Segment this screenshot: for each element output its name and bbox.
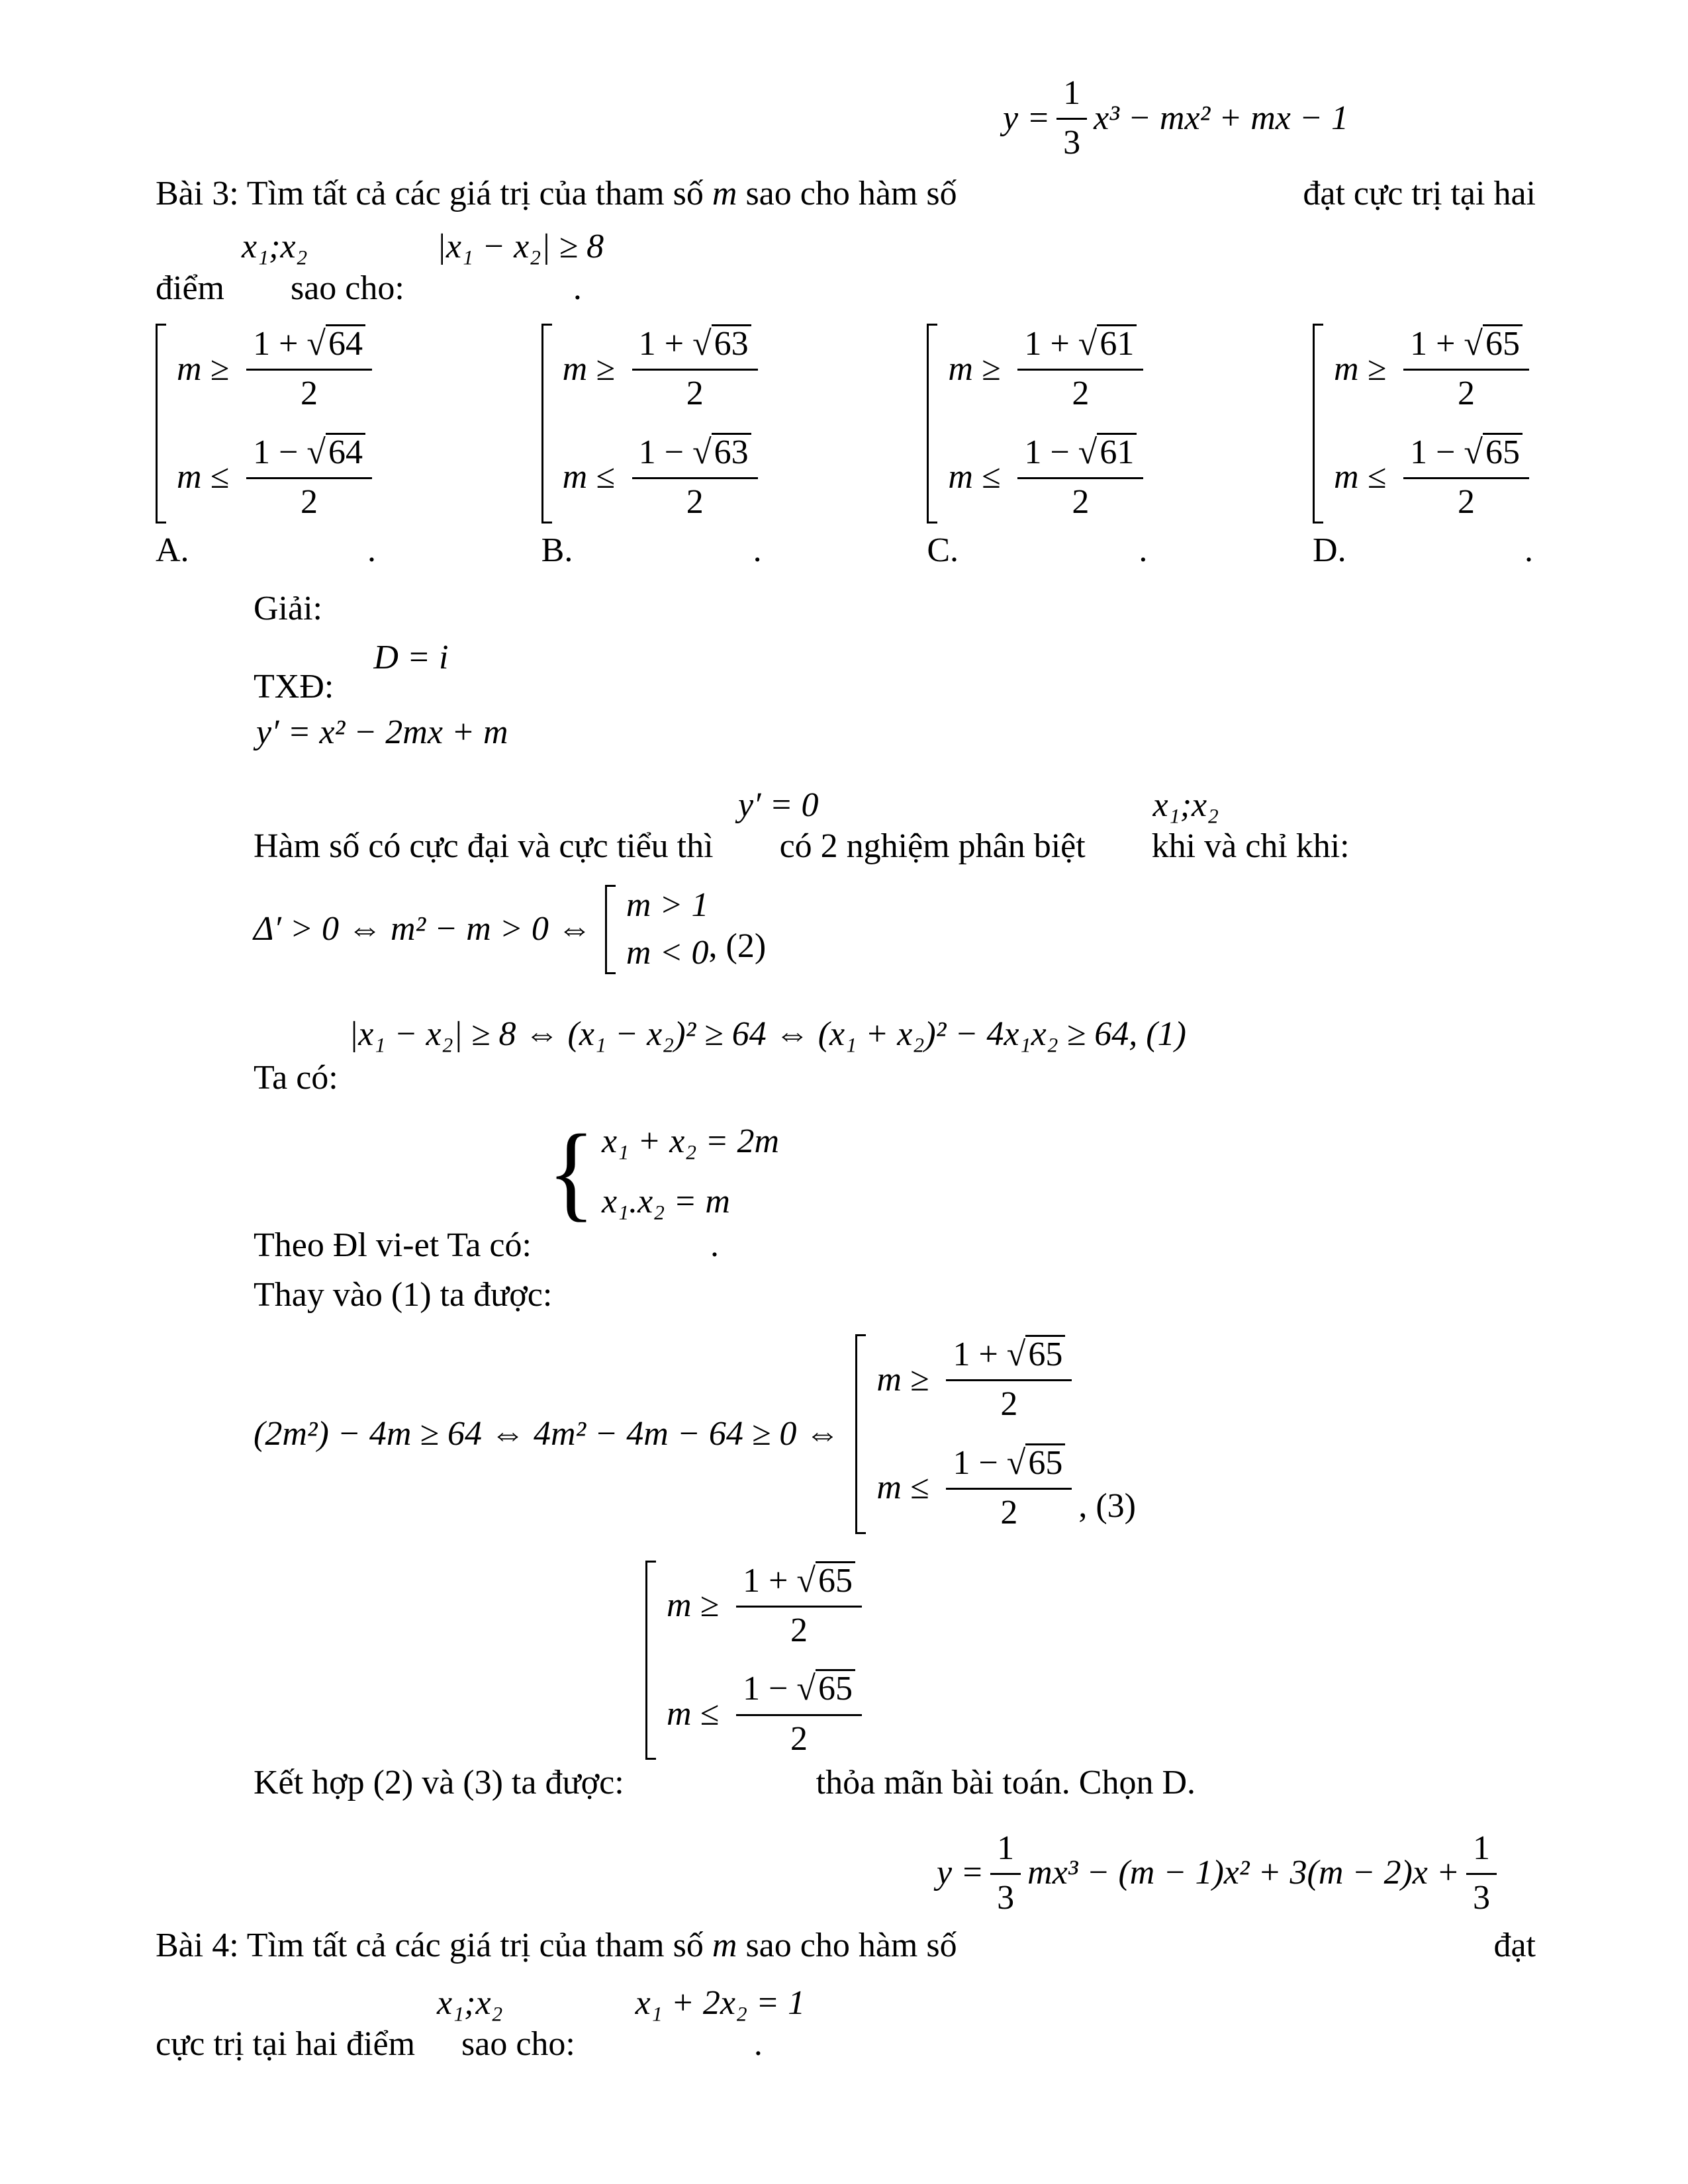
- inequality-row: [948, 432, 1150, 523]
- sqrt-radicand: 64: [326, 324, 365, 363]
- inequality-row: [876, 1443, 1078, 1534]
- option-a-system: [156, 324, 379, 523]
- fraction: [246, 324, 372, 415]
- left-square-bracket: [605, 885, 616, 974]
- quadratic-derivation: [254, 1334, 1536, 1534]
- conclusion-line: [156, 1762, 1536, 1803]
- fraction-denominator: 2: [301, 375, 318, 413]
- viet-sum: x₁ + x₂ = 2m: [602, 1122, 780, 1161]
- fraction-numerator: 1: [990, 1828, 1021, 1875]
- fraction-denominator: 3: [1472, 1878, 1490, 1917]
- sqrt-radicand: 64: [326, 433, 365, 471]
- option-d: [1313, 324, 1536, 571]
- inequality-lhs: m ≥: [948, 349, 1001, 388]
- statement-text: Hàm số có cực đại và cực tiểu thì: [254, 827, 714, 866]
- inequality-row: [1334, 324, 1536, 415]
- inequality-lhs: m ≥: [562, 349, 615, 388]
- inequality-row: [667, 1668, 868, 1760]
- txd-label: TXĐ:: [254, 668, 334, 706]
- points-x1-x2: x₁;x₂: [242, 228, 308, 266]
- sqrt-radicand: 65: [816, 1561, 855, 1600]
- left-curly-brace: {: [547, 1113, 595, 1232]
- fraction-denominator: 2: [686, 483, 704, 522]
- problem-4-statement-line2: [156, 2024, 1536, 2065]
- inequality-row: [876, 1334, 1078, 1426]
- option-c-label-row: [927, 530, 1150, 571]
- derivation-lhs: (2m²) − 4m ≥ 64 ⇔ 4m² − 4m − 64 ≥ 0 ⇔: [254, 1414, 840, 1453]
- inequality-lhs: m ≤: [948, 458, 1001, 496]
- final-system: [645, 1561, 1536, 1760]
- left-square-bracket: [645, 1561, 656, 1760]
- option-letter: C.: [927, 531, 959, 569]
- option-d-system: [1313, 324, 1536, 523]
- inequality-row: [177, 432, 379, 523]
- equation-problem4-function: [937, 1828, 1536, 1919]
- problem-4-mathline: [156, 1983, 1536, 2024]
- fraction: [1403, 324, 1529, 415]
- option-letter: A.: [156, 531, 189, 569]
- points-x1-x2: x₁;x₂: [437, 1983, 503, 2022]
- fraction: [736, 1668, 862, 1760]
- sentence-period: .: [573, 269, 582, 307]
- inequality-row: [563, 432, 765, 523]
- delta-lhs: Δ′ > 0 ⇔ m² − m > 0 ⇔: [254, 910, 592, 948]
- fraction-denominator: 3: [1063, 124, 1081, 162]
- inequality-lhs: m ≤: [667, 1695, 720, 1733]
- option-period: .: [1524, 531, 1533, 569]
- sqrt-radicand: 63: [712, 433, 751, 471]
- sentence-period: .: [710, 1226, 719, 1265]
- fraction: [946, 1334, 1072, 1426]
- variable-m: m: [712, 1927, 737, 1965]
- inequality-lhs: m ≥: [177, 349, 230, 388]
- option-c-system: [927, 324, 1150, 523]
- condition-mathline: [156, 785, 1536, 826]
- numerator-prefix: 1 + √: [953, 1335, 1026, 1373]
- numerator-prefix: 1 − √: [1024, 433, 1098, 471]
- sqrt-radicand: 65: [1025, 1335, 1065, 1373]
- conclusion-text-b: thỏa mãn bài toán. Chọn D.: [816, 1764, 1196, 1802]
- fraction-numerator: 1: [1466, 1828, 1497, 1875]
- sqrt-radicand: 65: [1483, 324, 1523, 363]
- left-square-bracket: [541, 324, 552, 523]
- inequality-lhs: m ≤: [1334, 458, 1387, 496]
- numerator-prefix: 1 + √: [253, 324, 326, 363]
- fraction-one-third: [1056, 73, 1087, 164]
- problem-3-mathline: [156, 226, 1536, 267]
- option-period: .: [1139, 531, 1148, 569]
- absolute-difference-derivation: |x₁ − x₂| ≥ 8 ⇔ (x₁ − x₂)² ≥ 64 ⇔ (x₁ + x₂)² − 4x₁x₂ ≥ 64, (1): [349, 1015, 1186, 1053]
- statement-text: Bài 3: Tìm tất cả các giá trị của tham số m sao cho hàm số: [156, 174, 957, 212]
- inequality-lhs: m ≤: [562, 458, 615, 496]
- statement-text: cực trị tại hai điểm: [156, 2025, 416, 2064]
- roots-x1-x2: x₁;x₂: [1152, 786, 1219, 825]
- fraction: [1017, 432, 1143, 523]
- left-square-bracket: [927, 324, 937, 523]
- statement-text: Bài 4: Tìm tất cả các giá trị của tham số m sao cho hàm số: [156, 1927, 957, 1965]
- inequality-lhs: m ≥: [667, 1586, 720, 1625]
- inequality-lhs: m ≥: [876, 1360, 929, 1398]
- fraction-denominator: 2: [1000, 1494, 1018, 1532]
- option-a: [156, 324, 379, 571]
- sqrt-radicand: 65: [1025, 1443, 1065, 1482]
- option-letter: B.: [541, 531, 573, 569]
- left-square-bracket: [855, 1334, 866, 1534]
- condition-textline: [156, 826, 1536, 867]
- case-m-greater-1: m > 1: [626, 886, 709, 924]
- inequality-row: [667, 1561, 868, 1652]
- numerator-prefix: 1 − √: [253, 433, 326, 471]
- taco-label: Ta có:: [254, 1059, 338, 1097]
- option-b-label-row: [541, 530, 765, 571]
- fraction: [736, 1561, 862, 1652]
- option-a-label-row: [156, 530, 379, 571]
- equation-mid: mx³ − (m − 1)x² + 3(m − 2)x +: [1027, 1854, 1460, 1892]
- numerator-prefix: 1 + √: [1024, 324, 1098, 363]
- option-period: .: [753, 531, 762, 569]
- fraction-denominator: 2: [1458, 375, 1476, 413]
- problem-4-statement-line1: [156, 1925, 1536, 1966]
- viet-label: Theo Đl vi-et Ta có:: [254, 1226, 532, 1265]
- yprime-zero: y′ = 0: [738, 786, 819, 825]
- domain-line: [254, 639, 1536, 707]
- condition-abs-difference: |x₁ − x₂| ≥ 8: [436, 228, 604, 266]
- delta-system: [605, 885, 709, 974]
- inequality-row: [948, 324, 1150, 415]
- problem-3-statement-line1: [156, 173, 1536, 214]
- numerator-prefix: 1 − √: [1410, 433, 1483, 471]
- option-letter: D.: [1313, 531, 1346, 569]
- inequality-lhs: m ≤: [177, 458, 230, 496]
- fraction-denominator: 2: [1072, 483, 1090, 522]
- sentence-period: .: [753, 2025, 763, 2064]
- variable-m: m: [712, 174, 737, 212]
- statement-text: điểm: [156, 269, 224, 307]
- conclusion-text-a: Kết hợp (2) và (3) ta được:: [254, 1764, 624, 1802]
- inequality-row: [1334, 432, 1536, 523]
- sqrt-radicand: 65: [816, 1669, 855, 1707]
- fraction-numerator: 1: [1056, 73, 1087, 120]
- fraction-denominator: 2: [1458, 483, 1476, 522]
- equation-number-3: , (3): [1078, 1487, 1136, 1525]
- numerator-prefix: 1 − √: [638, 433, 712, 471]
- document-content: [156, 0, 1536, 2065]
- fraction-denominator: 2: [1072, 375, 1090, 413]
- inequality-row: [563, 324, 765, 415]
- derivative-equation: y′ = x² − 2mx + m: [256, 713, 508, 751]
- answer-options: [156, 324, 1536, 571]
- numerator-prefix: 1 − √: [953, 1443, 1026, 1482]
- fraction: [946, 1443, 1072, 1534]
- sqrt-radicand: 61: [1097, 433, 1137, 471]
- fraction-denominator: 3: [997, 1878, 1015, 1917]
- fraction-one-third: [990, 1828, 1021, 1919]
- viet-product: x₁.x₂ = m: [602, 1182, 730, 1220]
- problem-3-statement-line2: [156, 268, 1536, 309]
- condition-x1-2x2: x₁ + 2x₂ = 1: [635, 1983, 806, 2022]
- domain-equation: D = i: [373, 639, 449, 677]
- statement-text-right: đạt cực trị tại hai: [1303, 174, 1536, 212]
- fraction: [632, 432, 758, 523]
- solution-heading: Giải:: [254, 589, 322, 627]
- numerator-prefix: 1 − √: [743, 1670, 816, 1708]
- numerator-prefix: 1 + √: [1410, 324, 1483, 363]
- option-b: [541, 324, 765, 571]
- left-square-bracket: [1313, 324, 1323, 523]
- fraction-denominator: 2: [1000, 1385, 1018, 1424]
- option-period: .: [367, 531, 376, 569]
- equation-lhs: y =: [937, 1854, 984, 1892]
- statement-text: sao cho:: [461, 2025, 575, 2064]
- fraction-one-third: [1466, 1828, 1497, 1919]
- equation-problem3-function: [1003, 73, 1536, 164]
- substitute-label: Thay vào (1) ta được:: [254, 1275, 553, 1314]
- fraction-denominator: 2: [301, 483, 318, 522]
- option-c: [927, 324, 1150, 571]
- numerator-prefix: 1 + √: [638, 324, 712, 363]
- fraction: [632, 324, 758, 415]
- fraction: [1017, 324, 1143, 415]
- fraction-denominator: 2: [790, 1611, 808, 1649]
- sqrt-radicand: 63: [712, 324, 751, 363]
- inequality-lhs: m ≤: [876, 1469, 929, 1507]
- equation-lhs: y =: [1003, 99, 1051, 137]
- statement-text: khi và chỉ khi:: [1151, 827, 1350, 866]
- fraction: [1403, 432, 1529, 523]
- equation-rhs: x³ − mx² + mx − 1: [1094, 99, 1348, 137]
- numerator-prefix: 1 + √: [743, 1561, 816, 1600]
- option-b-system: [541, 324, 765, 523]
- equation-number-2: , (2): [708, 927, 767, 966]
- viet-textline: [156, 1225, 1536, 1266]
- sqrt-radicand: 65: [1483, 433, 1523, 471]
- statement-text: có 2 nghiệm phân biệt: [779, 827, 1086, 866]
- fraction-denominator: 2: [790, 1719, 808, 1758]
- statement-text: sao cho:: [290, 269, 404, 307]
- sqrt-radicand: 61: [1097, 324, 1137, 363]
- fraction-denominator: 2: [686, 375, 704, 413]
- inequality-row: [177, 324, 379, 415]
- statement-text-right: đạt: [1493, 1927, 1536, 1965]
- left-square-bracket: [156, 324, 166, 523]
- option-d-label-row: [1313, 530, 1536, 571]
- case-m-less-0: m < 0: [626, 934, 709, 972]
- viet-system: [547, 1113, 1536, 1232]
- delta-condition: [254, 885, 1536, 974]
- fraction: [246, 432, 372, 523]
- inequality-lhs: m ≥: [1334, 349, 1387, 388]
- solution-system: [855, 1334, 1078, 1534]
